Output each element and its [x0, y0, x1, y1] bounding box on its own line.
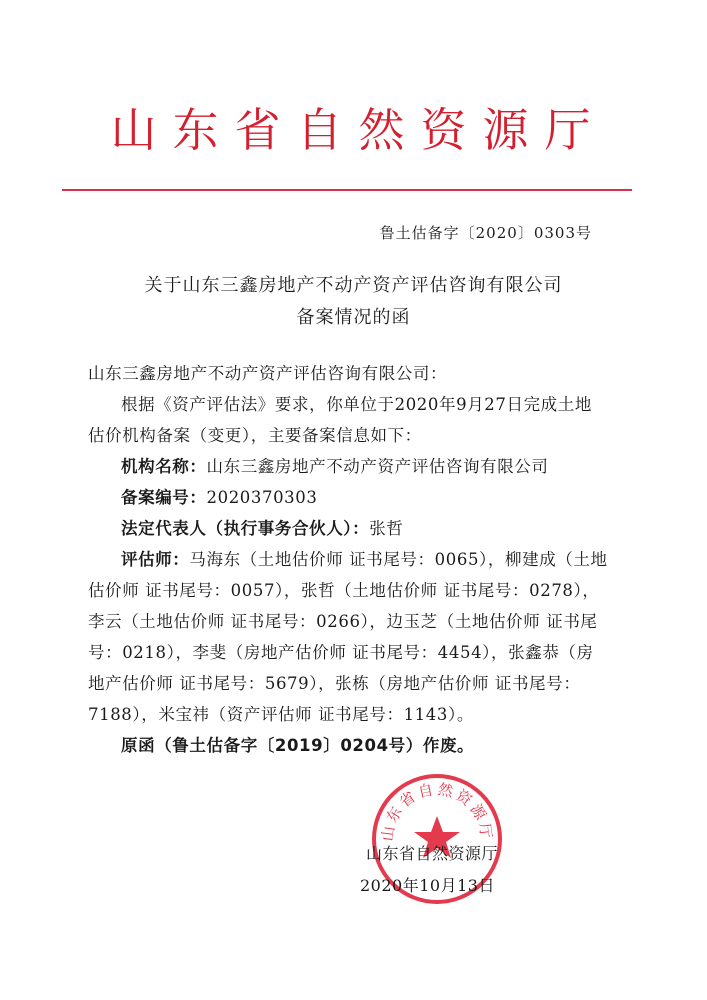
record-number-value: 2020370303 — [206, 488, 318, 507]
document-body — [88, 358, 608, 761]
document-title — [0, 270, 707, 334]
field-org-name — [88, 451, 608, 482]
seal-text: 山东省自然资源厅 — [378, 780, 496, 843]
legal-rep-value: 张哲 — [369, 519, 404, 538]
record-number-label: 备案编号： — [121, 488, 207, 507]
signature-date: 2020年10月13日 — [360, 876, 495, 895]
closing-statement: 原函（鲁土估备字〔2019〕0204号）作废。 — [121, 736, 475, 755]
signature-block — [360, 838, 560, 902]
org-name-label: 机构名称： — [121, 457, 207, 476]
signature-org: 山东省自然资源厅 — [366, 844, 499, 863]
org-name-value: 山东三鑫房地产不动产资产评估咨询有限公司 — [206, 457, 549, 476]
field-record-number — [88, 482, 608, 513]
legal-rep-label: 法定代表人（执行事务合伙人）： — [121, 519, 370, 538]
document-title-line-2: 备案情况的函 — [296, 307, 411, 328]
appraisers-value: 马海东（土地估价师 证书尾号：0065），柳建成（土地估价师 证书尾号：0057），张哲（土地估价师 证书尾号：0278），李云（土地估价师 证书尾号：0266），边玉芝（土地估价师 证书尾号：0218），李斐（房地产估价师 证书尾号：4454），张鑫恭（房地产估价师 证书尾号：5679），张栋（房地产估价师 证书尾号：7188），米宝祎（资产评估师 证书尾号：1143）。 — [88, 550, 608, 724]
letterhead-divider — [62, 189, 632, 191]
salutation: 山东三鑫房地产不动产资产评估咨询有限公司： — [88, 364, 448, 383]
intro-paragraph: 根据《资产评估法》要求，你单位于2020年9月27日完成土地估价机构备案（变更），主要备案信息如下： — [88, 395, 592, 445]
document-number: 鲁土估备字〔2020〕0303号 — [379, 224, 592, 242]
field-appraisers — [88, 544, 608, 730]
field-legal-representative — [88, 513, 608, 544]
appraisers-label: 评估师： — [121, 550, 190, 569]
document-title-line-1: 关于山东三鑫房地产不动产资产评估咨询有限公司 — [144, 275, 563, 296]
letterhead-title: 山东省自然资源厅 — [110, 103, 607, 157]
